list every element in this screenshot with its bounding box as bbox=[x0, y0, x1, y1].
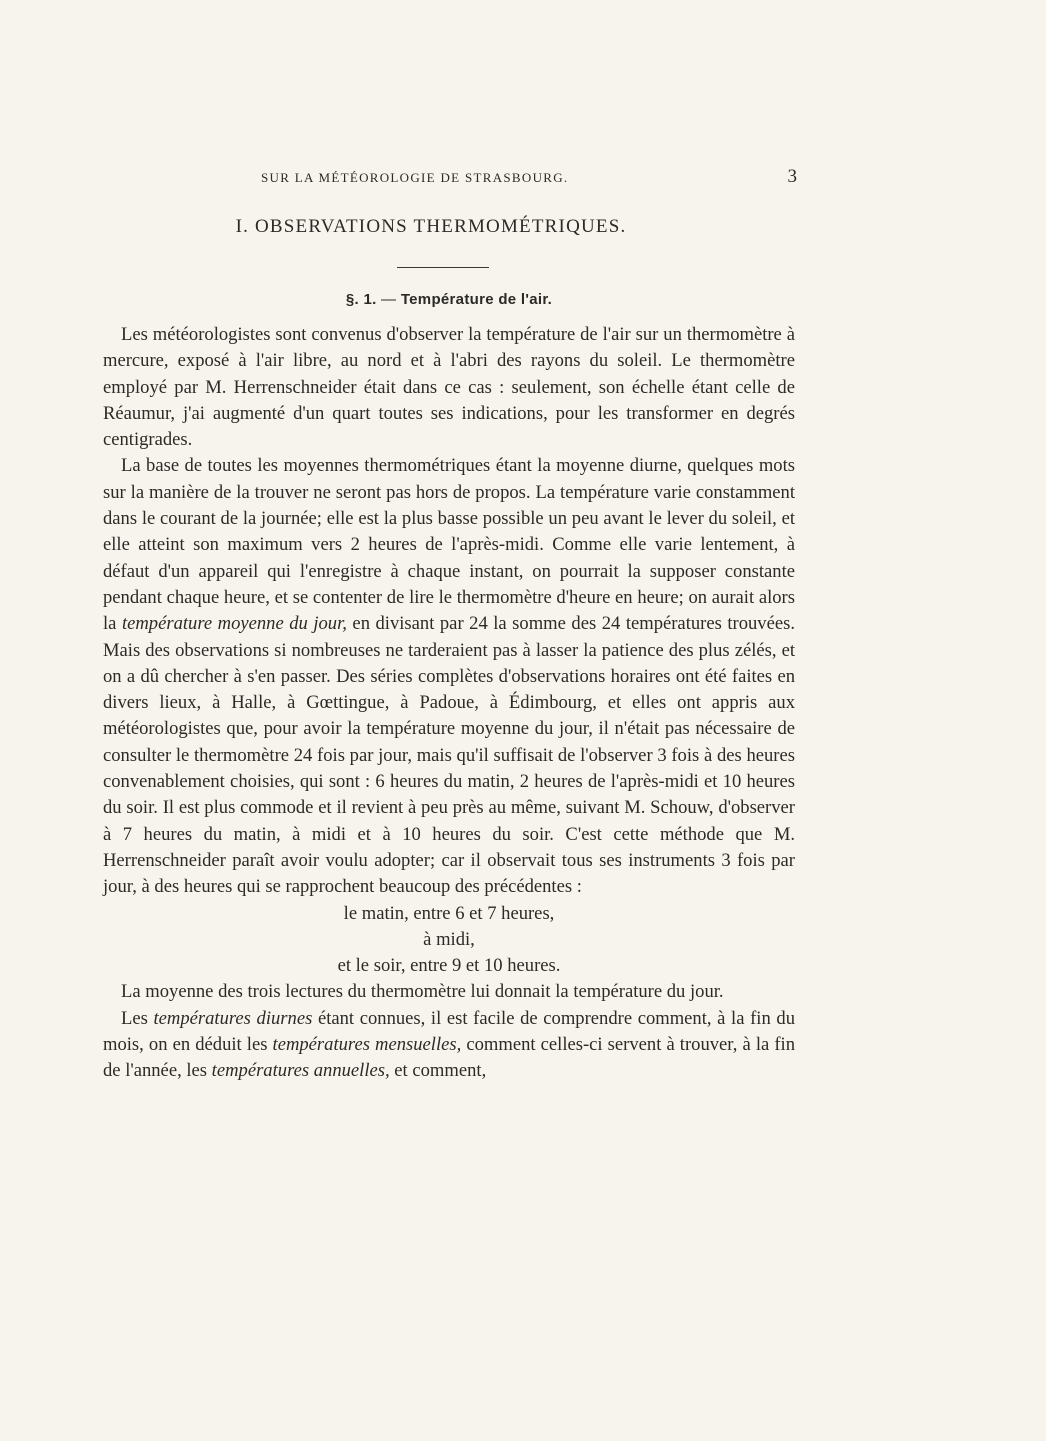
paragraph-4 bbox=[103, 1006, 795, 1085]
paragraph-2-italic: température moyenne du jour, bbox=[121, 613, 347, 635]
running-head bbox=[103, 166, 795, 190]
subsection-heading bbox=[103, 291, 795, 308]
page-number: 3 bbox=[787, 166, 797, 187]
paragraph-4-part-a: Les bbox=[121, 1007, 154, 1029]
paragraph-4-italic-1: températures diurnes bbox=[153, 1007, 313, 1029]
paragraph-4-part-b: étant connues, il est facile de comprendre comment, à la fin du mois, on en déduit les bbox=[103, 1007, 795, 1056]
schedule-line-evening: et le soir, entre 9 et 10 heures. bbox=[337, 955, 561, 977]
paragraph-4-part-c: comment celles-ci servent à trouver, à la fin de l'année, les bbox=[103, 1034, 795, 1082]
paragraph-4-italic-3: températures annuelles, bbox=[211, 1060, 390, 1082]
subsection-dash: — bbox=[381, 291, 397, 308]
paragraph-2 bbox=[103, 453, 795, 900]
paragraph-4-italic-2: températures mensuelles, bbox=[272, 1034, 462, 1056]
body-text bbox=[103, 322, 795, 1085]
paragraph-2-part-b: en divisant par 24 la somme des 24 températures trouvées. Mais des observations si nombreuses ne tarderaient pas à lasser la patience des plus zélés, et on a dû chercher à s'en passer. Des séries complètes d'observations horaires ont été faites en divers lieux, à Halle, à Gœttingue, à Padoue, à Édimbourg, et elles ont appris aux météorologistes que, pour avoir la température moyenne du jour, il n'était pas nécessaire de consulter le thermomètre 24 fois par jour, mais qu'il suffisait de l'observer 3 fois à des heures convenablement choisies, qui sont : 6 heures du matin, 2 heures de l'après-midi et 10 heures du soir. Il est plus commode et il revient à peu près au même, suivant M. Schouw, d'observer à 7 heures du matin, à midi et à 10 heures du soir. C'est cette méthode que M. Herrenschneider paraît avoir voulu adopter; car il observait tous ses instruments 3 fois par jour, à des heures qui se rapprochent beaucoup des précédentes : bbox=[103, 613, 795, 898]
running-title: SUR LA MÉTÉOROLOGIE DE STRASBOURG. bbox=[261, 170, 569, 185]
divider-rule bbox=[397, 267, 489, 268]
paragraph-2-part-a: La base de toutes les moyennes thermométriques étant la moyenne diurne, quelques mots sur la manière de la trouver ne seront pas hors de propos. La température varie constamment dans le courant de la journée; elle est la plus basse possible un peu avant le lever du soleil, et elle atteint son maximum vers 2 heures de l'après-midi. Comme elle varie lentement, à défaut d'un appareil qui l'enregistre à chaque instant, on pourrait la supposer constante pendant chaque heure, et se contenter de lire le thermomètre d'heure en heure; on aurait alors la bbox=[103, 455, 795, 635]
section-title: I. OBSERVATIONS THERMOMÉTRIQUES. bbox=[235, 216, 627, 237]
paragraph-4-part-d: et comment, bbox=[389, 1060, 487, 1082]
schedule-line-noon: à midi, bbox=[423, 928, 475, 950]
book-page bbox=[103, 166, 795, 1085]
paragraph-3: La moyenne des trois lectures du thermomètre lui donnait la température du jour. bbox=[121, 981, 724, 1003]
paragraph-1: Les météorologistes sont convenus d'observer la température de l'air sur un thermomètre à mercure, exposé à l'air libre, au nord et à l'abri des rayons du soleil. Le thermomètre employé par M. Herrenschneider était dans ce cas : seulement, son échelle étant celle de Réaumur, j'ai augmenté d'un quart toutes ses indications, pour les transformer en degrés centigrades. bbox=[103, 324, 795, 451]
subsection-title: Température de l'air. bbox=[400, 291, 553, 308]
schedule-line-morning: le matin, entre 6 et 7 heures, bbox=[343, 902, 555, 924]
subsection-number: §. 1. bbox=[345, 291, 377, 308]
